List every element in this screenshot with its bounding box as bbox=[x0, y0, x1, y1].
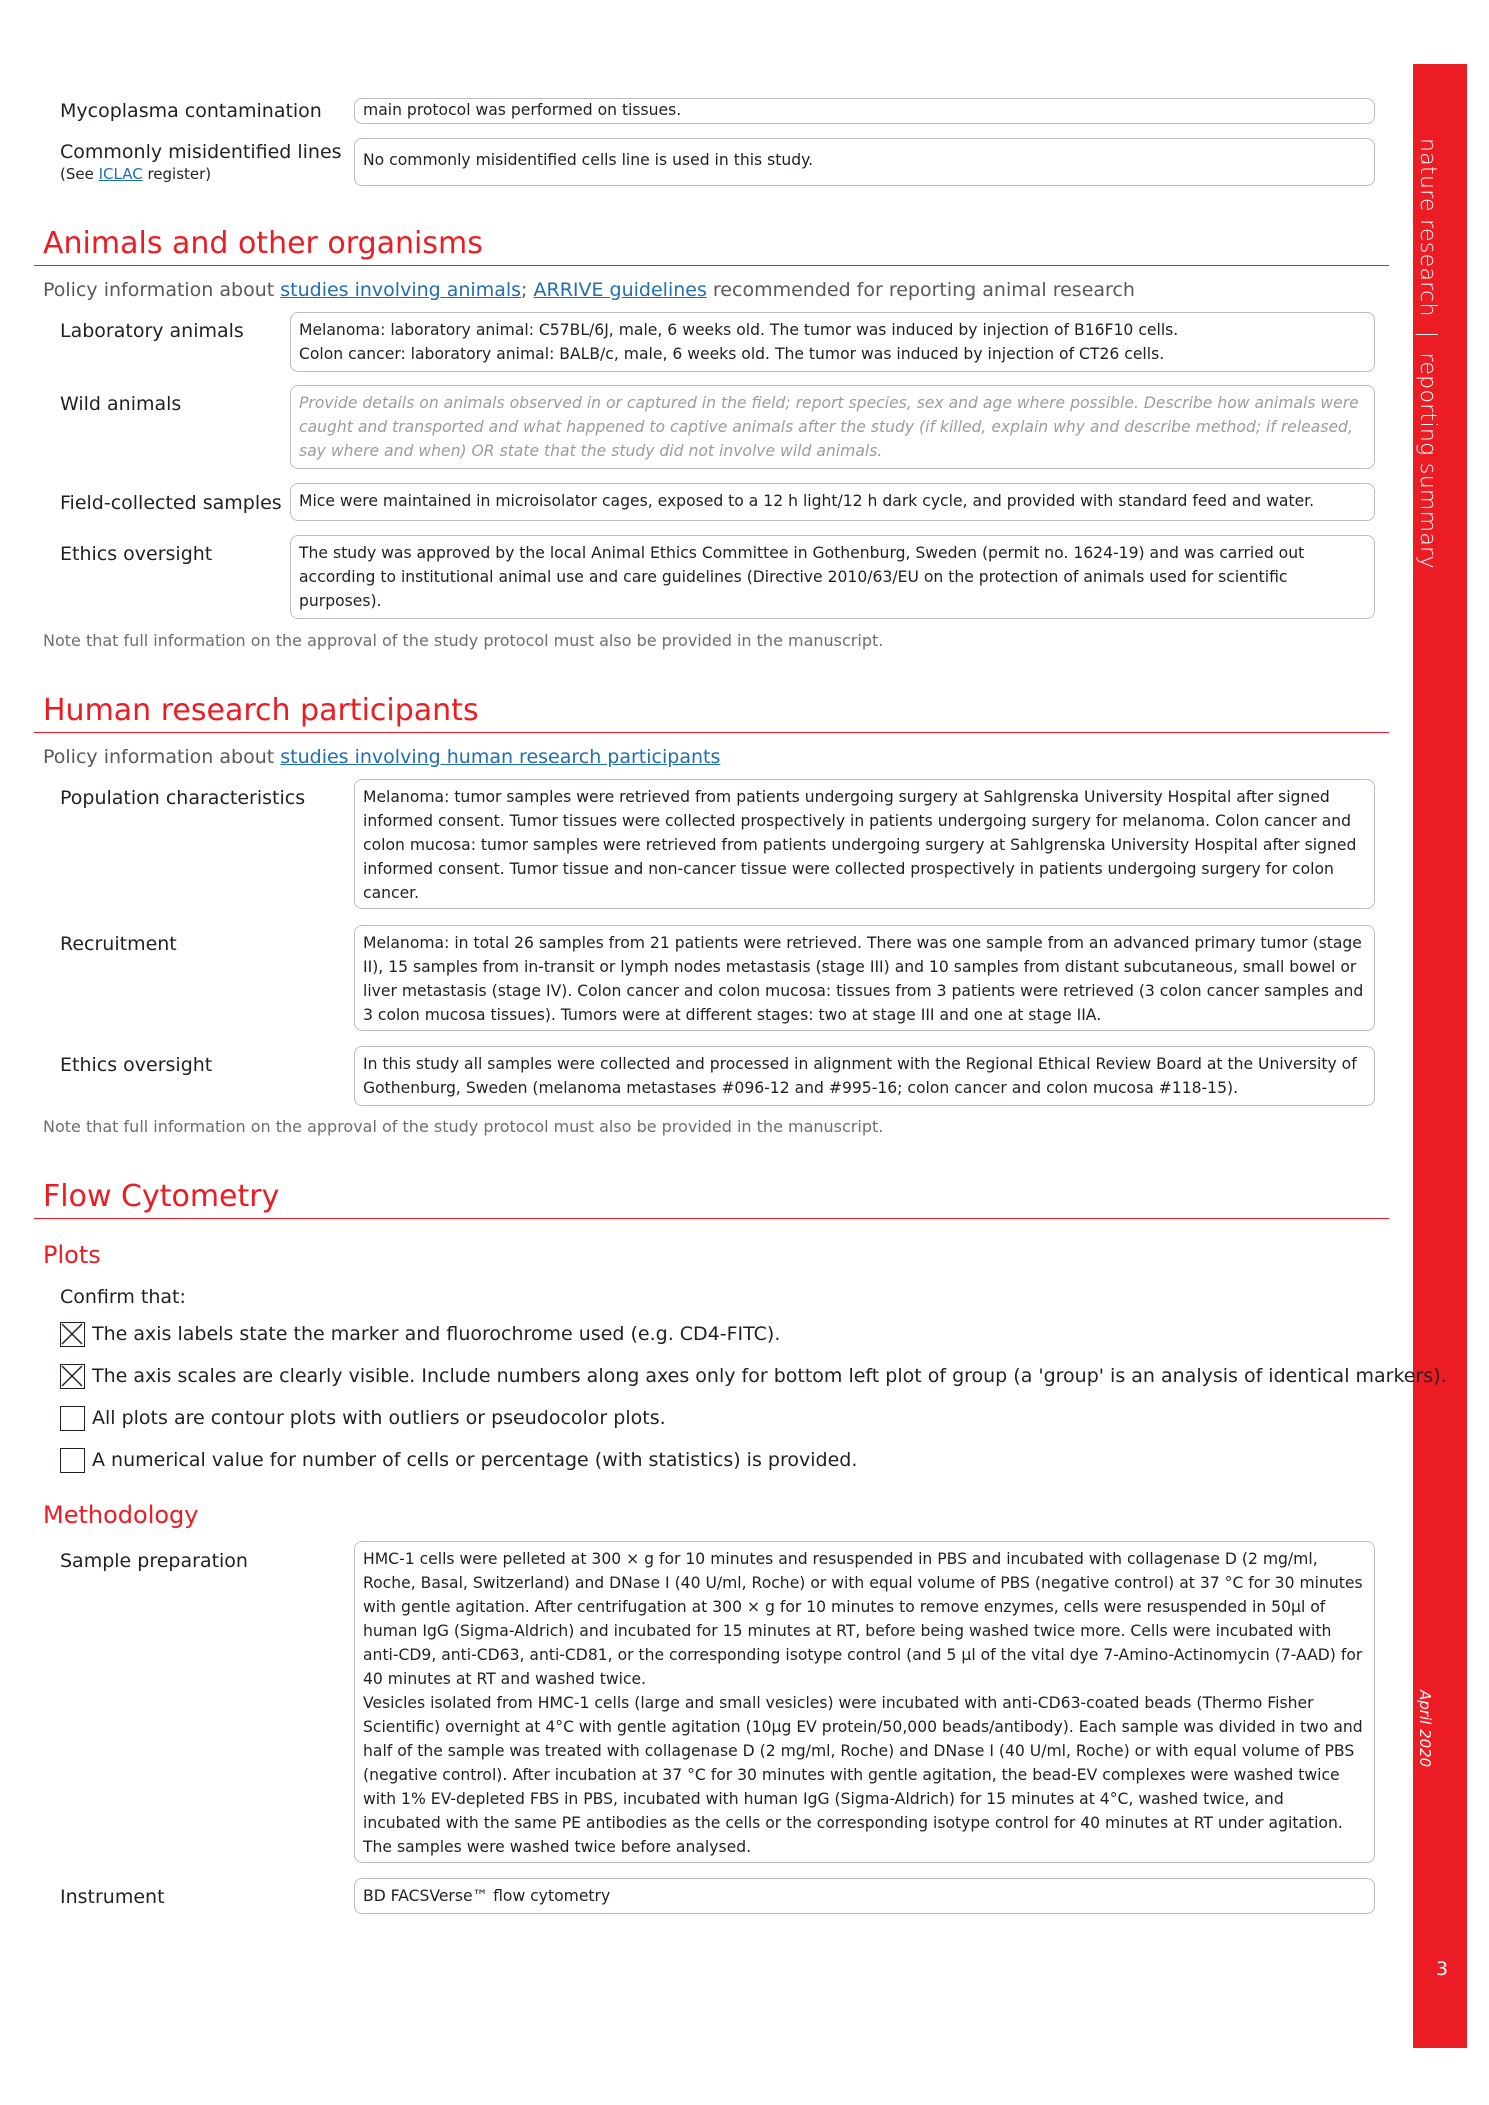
mycoplasma-value: main protocol was performed on tissues. bbox=[363, 101, 682, 119]
population-field[interactable] bbox=[354, 779, 1375, 909]
sidebar-title-right: reporting summary bbox=[1415, 352, 1440, 569]
human-heading: Human research participants bbox=[43, 693, 479, 728]
sidebar-title bbox=[1415, 138, 1440, 569]
animals-heading: Animals and other organisms bbox=[43, 226, 483, 261]
check-label-axis-labels: The axis labels state the marker and fluorochrome used (e.g. CD4-FITC). bbox=[92, 1323, 781, 1345]
misidentified-label-text: Commonly misidentified lines bbox=[60, 141, 342, 163]
human-ethics-value: In this study all samples were collected and processed in alignment with the Regional Ethical Review Board at the University of Gothenburg, Sweden (melanoma metastases #096-12 and #995-16; colon cancer and colon mucosa #118-15). bbox=[363, 1055, 1357, 1097]
mycoplasma-label: Mycoplasma contamination bbox=[60, 100, 322, 122]
flow-heading: Flow Cytometry bbox=[43, 1179, 280, 1214]
misidentified-value: No commonly misidentified cells line is used in this study. bbox=[363, 151, 814, 169]
misidentified-label bbox=[60, 141, 342, 183]
sample-prep-label: Sample preparation bbox=[60, 1550, 248, 1572]
animals-ethics-field[interactable] bbox=[290, 535, 1375, 619]
animals-ethics-value: The study was approved by the local Animal Ethics Committee in Gothenburg, Sweden (permit no. 1624-19) and was carried out according to institutional animal use and care guidelines (Directive 2010/63/EU on the protection of animals used for scientific purposes). bbox=[299, 544, 1305, 610]
sample-prep-paragraph-2: Vesicles isolated from HMC-1 cells (large and small vesicles) were incubated with anti-CD63-coated beads (Thermo Fisher Scientific) overnight at 4°C with gentle agitation (10µg EV protein/50,000 beads/antibody). Each sample was divided in two and half of the sample was treated with collagenase D (2 mg/ml, Roche) and DNase I (40 U/ml, Roche) or with equal volume of PBS (negative control). After incubation at 37 °C for 30 minutes with gentle agitation, the bead-EV complexes were washed twice with 1% EV-depleted FBS in PBS, incubated with human IgG (Sigma-Aldrich) for 15 minutes at 4°C, washed twice, and incubated with the same PE antibodies as the cells or the corresponding isotype control for 40 minutes at RT under agitation. The samples were washed twice before analysed. bbox=[363, 1694, 1363, 1856]
sidebar-title-left: nature research bbox=[1415, 138, 1440, 317]
sidebar-date: April 2020 bbox=[1416, 1690, 1434, 1768]
wild-animals-label: Wild animals bbox=[60, 393, 182, 415]
wild-animals-field[interactable] bbox=[290, 385, 1375, 469]
mycoplasma-field[interactable] bbox=[354, 98, 1375, 124]
recruitment-label: Recruitment bbox=[60, 933, 177, 955]
field-samples-value: Mice were maintained in microisolator cages, exposed to a 12 h light/12 h dark cycle, and provided with standard feed and water. bbox=[299, 492, 1315, 510]
lab-animals-field[interactable] bbox=[290, 312, 1375, 372]
instrument-value: BD FACSVerse™ flow cytometry bbox=[363, 1887, 611, 1905]
iclac-link[interactable]: ICLAC bbox=[98, 165, 143, 183]
human-ethics-field[interactable] bbox=[354, 1046, 1375, 1106]
checkbox-axis-labels[interactable] bbox=[60, 1322, 85, 1347]
animals-policy-pre: Policy information about bbox=[43, 279, 281, 301]
checkbox-numerical-value[interactable] bbox=[60, 1448, 85, 1473]
checkbox-x-icon bbox=[61, 1365, 83, 1387]
confirm-label: Confirm that: bbox=[60, 1286, 186, 1308]
human-divider bbox=[34, 732, 1389, 733]
recruitment-value: Melanoma: in total 26 samples from 21 patients were retrieved. There was one sample from an advanced primary tumor (stage II), 15 samples from in-transit or lymph nodes metastasis (stage III) and 10 samples from distant subcutaneous, small bowel or liver metastasis (stage IV). Colon cancer and colon mucosa: tissues from 3 patients were retrieved (3 colon cancer samples and 3 colon mucosa tissues). Tumors were at different stages: two at stage III and one at stage IIA. bbox=[363, 934, 1364, 1024]
wild-animals-value: Provide details on animals observed in or captured in the field; report species, sex and age where possible. Describe how animals were caught and transported and what happened to captive animals after the study (if killed, explain why and describe method; if released, say where and when) OR state that the study did not involve wild animals. bbox=[299, 394, 1359, 460]
lab-animals-line1: Melanoma: laboratory animal: C57BL/6J, male, 6 weeks old. The tumor was induced by injection of B16F10 cells. bbox=[299, 321, 1179, 339]
misidentified-field[interactable] bbox=[354, 138, 1375, 186]
plots-heading: Plots bbox=[43, 1241, 101, 1269]
check-label-axis-scales: The axis scales are clearly visible. Include numbers along axes only for bottom left plot of group (a 'group' is an analysis of identical markers). bbox=[92, 1365, 1447, 1387]
check-label-numerical-value: A numerical value for number of cells or percentage (with statistics) is provided. bbox=[92, 1449, 858, 1471]
lab-animals-line2: Colon cancer: laboratory animal: BALB/c, male, 6 weeks old. The tumor was induced by injection of CT26 cells. bbox=[299, 345, 1165, 363]
lab-animals-label: Laboratory animals bbox=[60, 320, 244, 342]
misidentified-sub bbox=[60, 165, 342, 183]
instrument-field[interactable] bbox=[354, 1878, 1375, 1914]
instrument-label: Instrument bbox=[60, 1886, 165, 1908]
human-policy bbox=[43, 746, 720, 768]
checkbox-axis-scales[interactable] bbox=[60, 1364, 85, 1389]
recruitment-field[interactable] bbox=[354, 925, 1375, 1031]
field-samples-label: Field-collected samples bbox=[60, 492, 282, 514]
population-value: Melanoma: tumor samples were retrieved from patients undergoing surgery at Sahlgrenska University Hospital after signed informed consent. Tumor tissues were collected prospectively in patients undergoing surgery for melanoma. Colon cancer and colon mucosa: tumor samples were retrieved from patients undergoing surgery at Sahlgrenska University Hospital after signed informed consent. Tumor tissue and non-cancer tissue were collected prospectively in patients undergoing surgery for colon cancer. bbox=[363, 788, 1357, 902]
field-samples-field[interactable] bbox=[290, 483, 1375, 521]
page-number: 3 bbox=[1435, 1958, 1449, 1980]
misidentified-sub-pre: (See bbox=[60, 165, 99, 183]
sample-prep-field[interactable] bbox=[354, 1541, 1375, 1863]
sample-prep-paragraph-1: HMC-1 cells were pelleted at 300 × g for 10 minutes and resuspended in PBS and incubated with collagenase D (2 mg/ml, Roche, Basal, Switzerland) and DNase I (40 U/ml, Roche) or with equal volume of PBS (negative control) at 37 °C for 30 minutes with gentle agitation. After centrifugation at 300 × g for 10 minutes to remove enzymes, cells were resuspended in 50µl of human IgG (Sigma-Aldrich) and incubated for 15 minutes at RT, before being washed twice more. Cells were incubated with anti-CD9, anti-CD63, anti-CD81, or the corresponding isotype control (and 5 µl of the vital dye 7-Amino-Actinomycin (7-AAD) for 40 minutes at RT and washed twice. bbox=[363, 1550, 1363, 1688]
human-ethics-label: Ethics oversight bbox=[60, 1054, 213, 1076]
flow-divider bbox=[34, 1218, 1389, 1219]
animals-policy-post: recommended for reporting animal research bbox=[706, 279, 1135, 301]
methodology-heading: Methodology bbox=[43, 1501, 199, 1529]
animals-policy-sep: ; bbox=[521, 279, 534, 301]
checkbox-x-icon bbox=[61, 1323, 83, 1345]
human-policy-pre: Policy information about bbox=[43, 746, 281, 768]
check-label-contour-plots: All plots are contour plots with outliers or pseudocolor plots. bbox=[92, 1407, 666, 1429]
studies-involving-human-link[interactable]: studies involving human research participants bbox=[280, 746, 721, 768]
checkbox-contour-plots[interactable] bbox=[60, 1406, 85, 1431]
misidentified-sub-post: register) bbox=[142, 165, 212, 183]
sidebar-separator: | bbox=[1415, 330, 1440, 339]
animals-policy bbox=[43, 279, 1135, 301]
animals-ethics-label: Ethics oversight bbox=[60, 543, 213, 565]
studies-involving-animals-link[interactable]: studies involving animals bbox=[280, 279, 522, 301]
animals-divider bbox=[34, 265, 1389, 266]
animals-note: Note that full information on the approval of the study protocol must also be provided in the manuscript. bbox=[43, 631, 884, 650]
human-note: Note that full information on the approval of the study protocol must also be provided in the manuscript. bbox=[43, 1117, 884, 1136]
arrive-guidelines-link[interactable]: ARRIVE guidelines bbox=[533, 279, 707, 301]
population-label: Population characteristics bbox=[60, 787, 306, 809]
